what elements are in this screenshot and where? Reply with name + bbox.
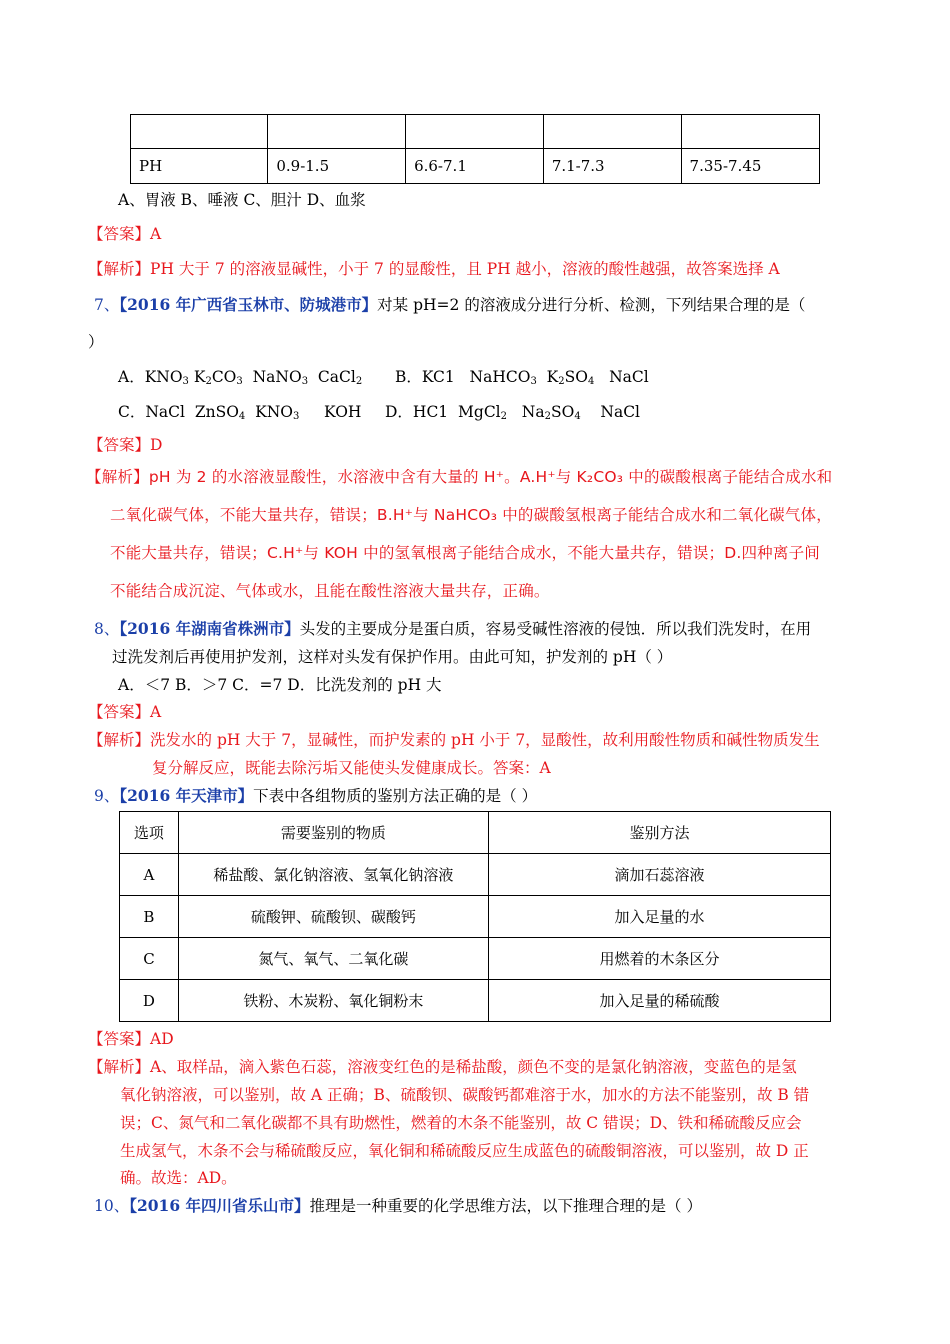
table-row (120, 980, 831, 1022)
table-cell: 加入足量的稀硫酸 (488, 980, 830, 1022)
analysis-line: 不能大量共存，错误；C.H⁺与 KOH 中的氢氧根离子能结合成水，不能大量共存，错误；D.四种离子间 (110, 544, 820, 562)
ph-table (130, 114, 820, 184)
answer-value: A (150, 703, 162, 721)
table-row (120, 938, 831, 980)
q10-stem (94, 1194, 702, 1216)
question-text: 对某 pH=2 的溶液成分进行分析、检测，下列结果合理的是（ (377, 296, 806, 314)
table-header: 选项 (120, 812, 179, 854)
table-cell: 稀盐酸、氯化钠溶液、氢氧化钠溶液 (178, 854, 488, 896)
table-header: 鉴别方法 (488, 812, 830, 854)
question-source: 【2016 年湖南省株洲市】 (119, 619, 300, 638)
analysis-line: 二氧化碳气体，不能大量共存，错误；B.H⁺与 NaHCO₃ 中的碳酸氢根离子能结合成水和二氧化碳气体， (110, 506, 832, 524)
analysis-label: 【解析】 (88, 260, 151, 278)
analysis-label: 【解析】 (86, 468, 149, 486)
q8-stem (94, 617, 811, 639)
q9-analysis-line4: 生成氢气，木条不会与稀硫酸反应，氧化铜和稀硫酸反应生成蓝色的硫酸铜溶液，可以鉴别，故 D 正 (120, 1142, 809, 1160)
table-row (120, 854, 831, 896)
question-number: 10、 (94, 1197, 130, 1215)
q9-analysis-line5: 确。故选：AD。 (120, 1169, 237, 1187)
ph-value: 0.9-1.5 (268, 149, 406, 184)
q6-answer (88, 222, 161, 244)
question-number: 8、 (94, 620, 120, 638)
answer-label: 【答案】 (88, 436, 151, 454)
table-cell: 硫酸钾、硫酸钡、碳酸钙 (178, 896, 488, 938)
analysis-text: pH 为 2 的水溶液显酸性，水溶液中含有大量的 H⁺。A.H⁺与 K₂CO₃ 中的碳酸根离子能结合成水和 (148, 468, 833, 486)
question-number: 7、 (94, 296, 120, 314)
analysis-text: 洗发水的 pH 大于 7，显碱性，而护发素的 pH 小于 7，显酸性，故利用酸性物质和碱性物质发生 (150, 731, 820, 749)
ph-value: 7.1-7.3 (543, 149, 681, 184)
analysis-label: 【解析】 (88, 1058, 151, 1076)
q7-option-c: C．NaCl ZnSO$_4$ $KNO_3$ KOH (118, 403, 362, 422)
table-cell: 氮气、氧气、二氧化碳 (178, 938, 488, 980)
question-source: 【2016 年天津市】 (119, 786, 254, 805)
q6-analysis (88, 257, 780, 279)
question-source: 【2016 年广西省玉林市、防城港市】 (119, 295, 378, 314)
ph-row-label: PH (131, 149, 268, 184)
analysis-line: 不能结合成沉淀、气体或水，且能在酸性溶液大量共存，正确。 (110, 582, 550, 600)
q8-answer (88, 700, 161, 722)
table-cell: C (120, 938, 179, 980)
q9-stem (94, 784, 537, 806)
table-cell: 加入足量的水 (488, 896, 830, 938)
table-cell (681, 115, 819, 149)
ph-value: 7.35-7.45 (681, 149, 819, 184)
identification-table (119, 811, 831, 1022)
ph-table-header-row (131, 115, 820, 149)
answer-label: 【答案】 (88, 703, 151, 721)
q8-analysis-line1 (88, 728, 820, 750)
table-row (120, 896, 831, 938)
question-text: 推理是一种重要的化学思维方法，以下推理合理的是（ ） (309, 1197, 702, 1215)
question-number: 9、 (94, 787, 120, 805)
ph-value: 6.6-7.1 (406, 149, 544, 184)
table-cell: 滴加石蕊溶液 (488, 854, 830, 896)
table-header-row (120, 812, 831, 854)
q6-options: A、胃液 B、唾液 C、胆汁 D、血浆 (118, 191, 366, 209)
q7-option-a: A．$KNO_3$ $K_2CO_3$ NaNO$_3$ CaCl$_2$ (118, 368, 363, 387)
q7-option-d: D．HC1 MgCl$_2$ $Na_2SO_4$ NaCl (385, 403, 641, 422)
table-cell (131, 115, 268, 149)
analysis-text: A、取样品，滴入紫色石蕊，溶液变红色的是稀盐酸，颜色不变的是氯化钠溶液，变蓝色的是氢 (150, 1058, 797, 1076)
q9-analysis-line1 (88, 1055, 797, 1077)
q8-stem-line2: 过洗发剂后再使用护发剂，这样对头发有保护作用。由此可知，护发剂的 pH（ ） (112, 648, 673, 666)
table-cell: A (120, 854, 179, 896)
question-text: 下表中各组物质的鉴别方法正确的是（ ） (253, 787, 538, 805)
answer-value: AD (150, 1030, 174, 1048)
answer-label: 【答案】 (88, 1030, 151, 1048)
analysis-text: PH 大于 7 的溶液显碱性，小于 7 的显酸性，且 PH 越小，溶液的酸性越强，故答案选择 A (150, 260, 780, 278)
question-text: 头发的主要成分是蛋白质，容易受碱性溶液的侵蚀．所以我们洗发时，在用 (299, 620, 812, 638)
table-cell (406, 115, 544, 149)
ph-table-row (131, 149, 820, 184)
table-cell (268, 115, 406, 149)
table-header: 需要鉴别的物质 (178, 812, 488, 854)
q9-analysis-line2: 氧化钠溶液，可以鉴别，故 A 正确；B、硫酸钡、碳酸钙都难溶于水，加水的方法不能鉴别，故 B 错 (120, 1086, 810, 1104)
q8-options: A．＜7 B．＞7 C．=7 D．比洗发剂的 pH 大 (118, 676, 442, 694)
answer-value: A (150, 225, 162, 243)
q7-analysis (88, 458, 868, 610)
table-cell (543, 115, 681, 149)
q7-option-b: B．KC1 NaHCO$_3$ $K_2SO_4$ NaCl (395, 368, 649, 387)
answer-value: D (150, 436, 163, 454)
answer-label: 【答案】 (88, 225, 151, 243)
table-cell: D (120, 980, 179, 1022)
q7-answer (88, 433, 162, 455)
table-cell: 铁粉、木炭粉、氧化铜粉末 (178, 980, 488, 1022)
table-cell: 用燃着的木条区分 (488, 938, 830, 980)
q7-stem-close: ） (88, 333, 104, 351)
q9-answer (88, 1027, 174, 1049)
q7-stem (94, 293, 805, 315)
table-cell: B (120, 896, 179, 938)
q9-analysis-line3: 误；C、氮气和二氧化碳都不具有助燃性，燃着的木条不能鉴别，故 C 错误；D、铁和稀硫酸反应会 (120, 1114, 802, 1132)
analysis-label: 【解析】 (88, 731, 151, 749)
question-source: 【2016 年四川省乐山市】 (129, 1196, 310, 1215)
q8-analysis-line2: 复分解反应，既能去除污垢又能使头发健康成长。答案：A (152, 759, 551, 777)
analysis-line (88, 458, 868, 496)
